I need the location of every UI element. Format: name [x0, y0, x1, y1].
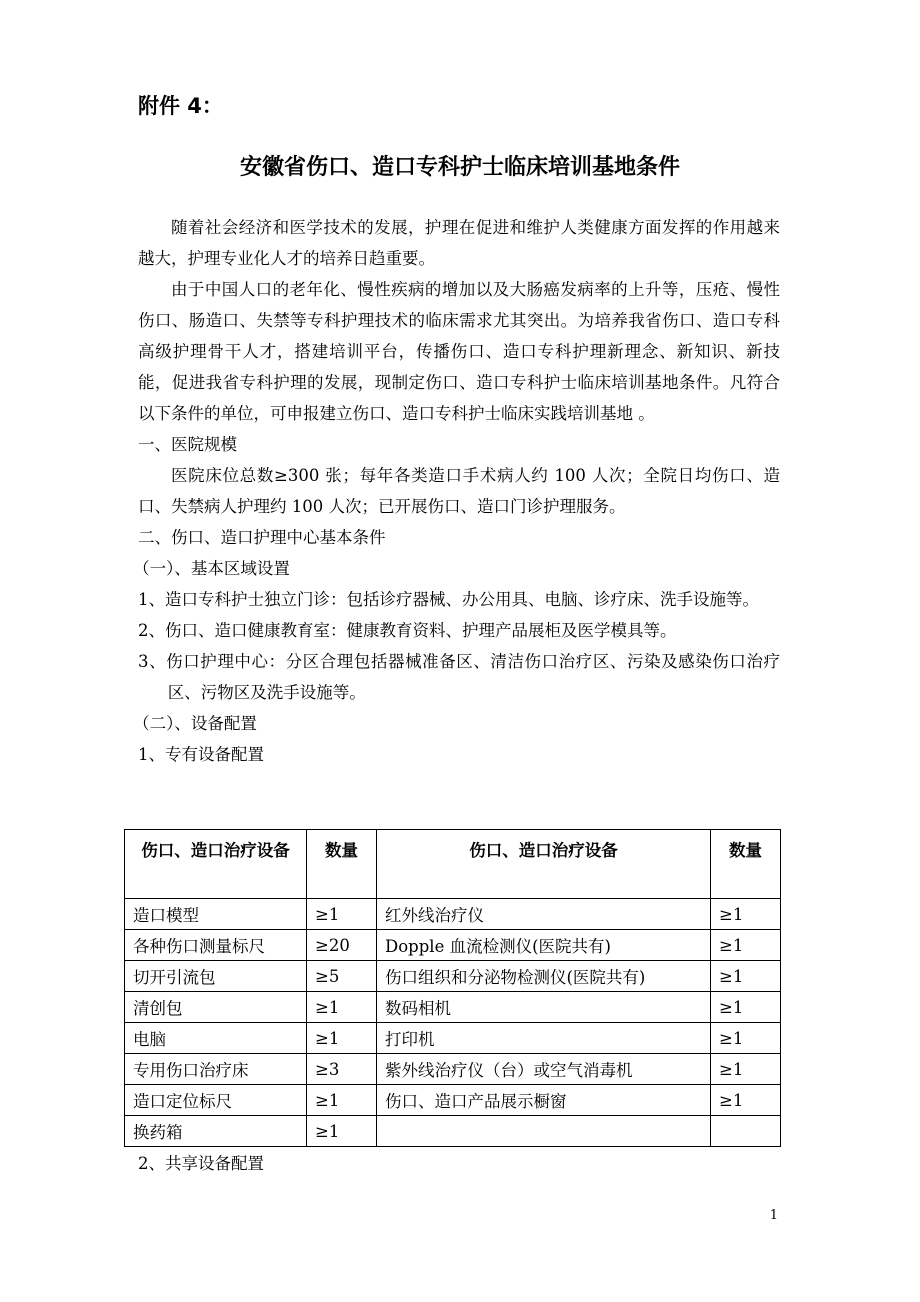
table-cell: 电脑 — [125, 1023, 307, 1054]
table-cell: 红外线治疗仪 — [377, 899, 711, 930]
table-row — [125, 899, 781, 930]
equipment-heading-dedicated: 1、专有设备配置 — [138, 745, 264, 764]
document-body — [133, 212, 780, 770]
table-row — [125, 1116, 781, 1147]
table-row — [125, 1085, 781, 1116]
intro-paragraph-2: 由于中国人口的老年化、慢性疾病的增加以及大肠癌发病率的上升等，压疮、慢性伤口、肠造口、失禁等专科护理技术的临床需求尤其突出。为培养我省伤口、造口专科高级护理骨干人才，搭建培训平台，传播伤口、造口专科护理新理念、新知识、新技能，促进我省专科护理的发展，现制定伤口、造口专科护士临床培训基地条件。凡符合以下条件的单位，可申报建立伤口、造口专科护士临床实践培训基地 。 — [138, 280, 780, 423]
table-cell: ≥1 — [307, 1085, 377, 1116]
area-item-3: 3、伤口护理中心：分区合理包括器械准备区、清洁伤口治疗区、污染及感染伤口治疗区、污物区及洗手设施等。 — [138, 652, 780, 702]
table-cell: 换药箱 — [125, 1116, 307, 1147]
table-cell: 造口定位标尺 — [125, 1085, 307, 1116]
table-cell: 伤口、造口产品展示橱窗 — [377, 1085, 711, 1116]
attachment-label: 附件 4： — [138, 94, 223, 118]
table-cell: ≥1 — [711, 1054, 781, 1085]
table-cell: ≥1 — [307, 1023, 377, 1054]
table-cell: ≥1 — [307, 992, 377, 1023]
header-equipment-2: 伤口、造口治疗设备 — [377, 830, 711, 899]
table-row — [125, 961, 781, 992]
table-cell: 造口模型 — [125, 899, 307, 930]
subheading-equipment: （二）、设备配置 — [133, 714, 257, 733]
table-cell: 数码相机 — [377, 992, 711, 1023]
table-cell: ≥1 — [307, 1116, 377, 1147]
table-cell: Dopple 血流检测仪(医院共有) — [377, 930, 711, 961]
table-cell: 紫外线治疗仪（台）或空气消毒机 — [377, 1054, 711, 1085]
table-cell: ≥1 — [711, 899, 781, 930]
page-number: 1 — [769, 1208, 778, 1223]
table-cell: 清创包 — [125, 992, 307, 1023]
table-cell — [711, 1116, 781, 1147]
table-row — [125, 1023, 781, 1054]
table-row — [125, 1054, 781, 1085]
table-row — [125, 992, 781, 1023]
table-cell — [377, 1116, 711, 1147]
area-item-1: 1、造口专科护士独立门诊：包括诊疗器械、办公用具、电脑、诊疗床、洗手设施等。 — [138, 590, 759, 609]
area-item-2: 2、伤口、造口健康教育室：健康教育资料、护理产品展柜及医学模具等。 — [138, 621, 677, 640]
table-row — [125, 930, 781, 961]
page-title: 安徽省伤口、造口专科护士临床培训基地条件 — [239, 155, 680, 180]
equipment-table — [124, 829, 781, 1147]
section-heading-hospital-scale: 一、医院规模 — [138, 435, 237, 454]
table-cell: 各种伤口测量标尺 — [125, 930, 307, 961]
subheading-area-setup: （一）、基本区域设置 — [133, 559, 290, 578]
header-equipment-1: 伤口、造口治疗设备 — [125, 830, 307, 899]
hospital-scale-text: 医院床位总数≥300 张；每年各类造口手术病人约 100 人次；全院日均伤口、造口、失禁病人护理约 100 人次；已开展伤口、造口门诊护理服务。 — [138, 466, 780, 516]
table-cell: ≥1 — [711, 992, 781, 1023]
table-cell: ≥3 — [307, 1054, 377, 1085]
header-quantity-1: 数量 — [307, 830, 377, 899]
header-quantity-2: 数量 — [711, 830, 781, 899]
table-header-row — [125, 830, 781, 899]
table-cell: ≥1 — [711, 1085, 781, 1116]
equipment-heading-shared: 2、共享设备配置 — [138, 1154, 264, 1173]
table-cell: ≥1 — [711, 1023, 781, 1054]
table-cell: ≥5 — [307, 961, 377, 992]
table-cell: 专用伤口治疗床 — [125, 1054, 307, 1085]
table-cell: ≥1 — [711, 961, 781, 992]
section-heading-center-conditions: 二、伤口、造口护理中心基本条件 — [138, 528, 386, 547]
table-cell: 打印机 — [377, 1023, 711, 1054]
table-cell: ≥1 — [711, 930, 781, 961]
intro-paragraph-1: 随着社会经济和医学技术的发展，护理在促进和维护人类健康方面发挥的作用越来越大，护理专业化人才的培养日趋重要。 — [138, 218, 780, 268]
table-cell: ≥1 — [307, 899, 377, 930]
table-cell: 伤口组织和分泌物检测仪(医院共有) — [377, 961, 711, 992]
table-cell: 切开引流包 — [125, 961, 307, 992]
table-cell: ≥20 — [307, 930, 377, 961]
